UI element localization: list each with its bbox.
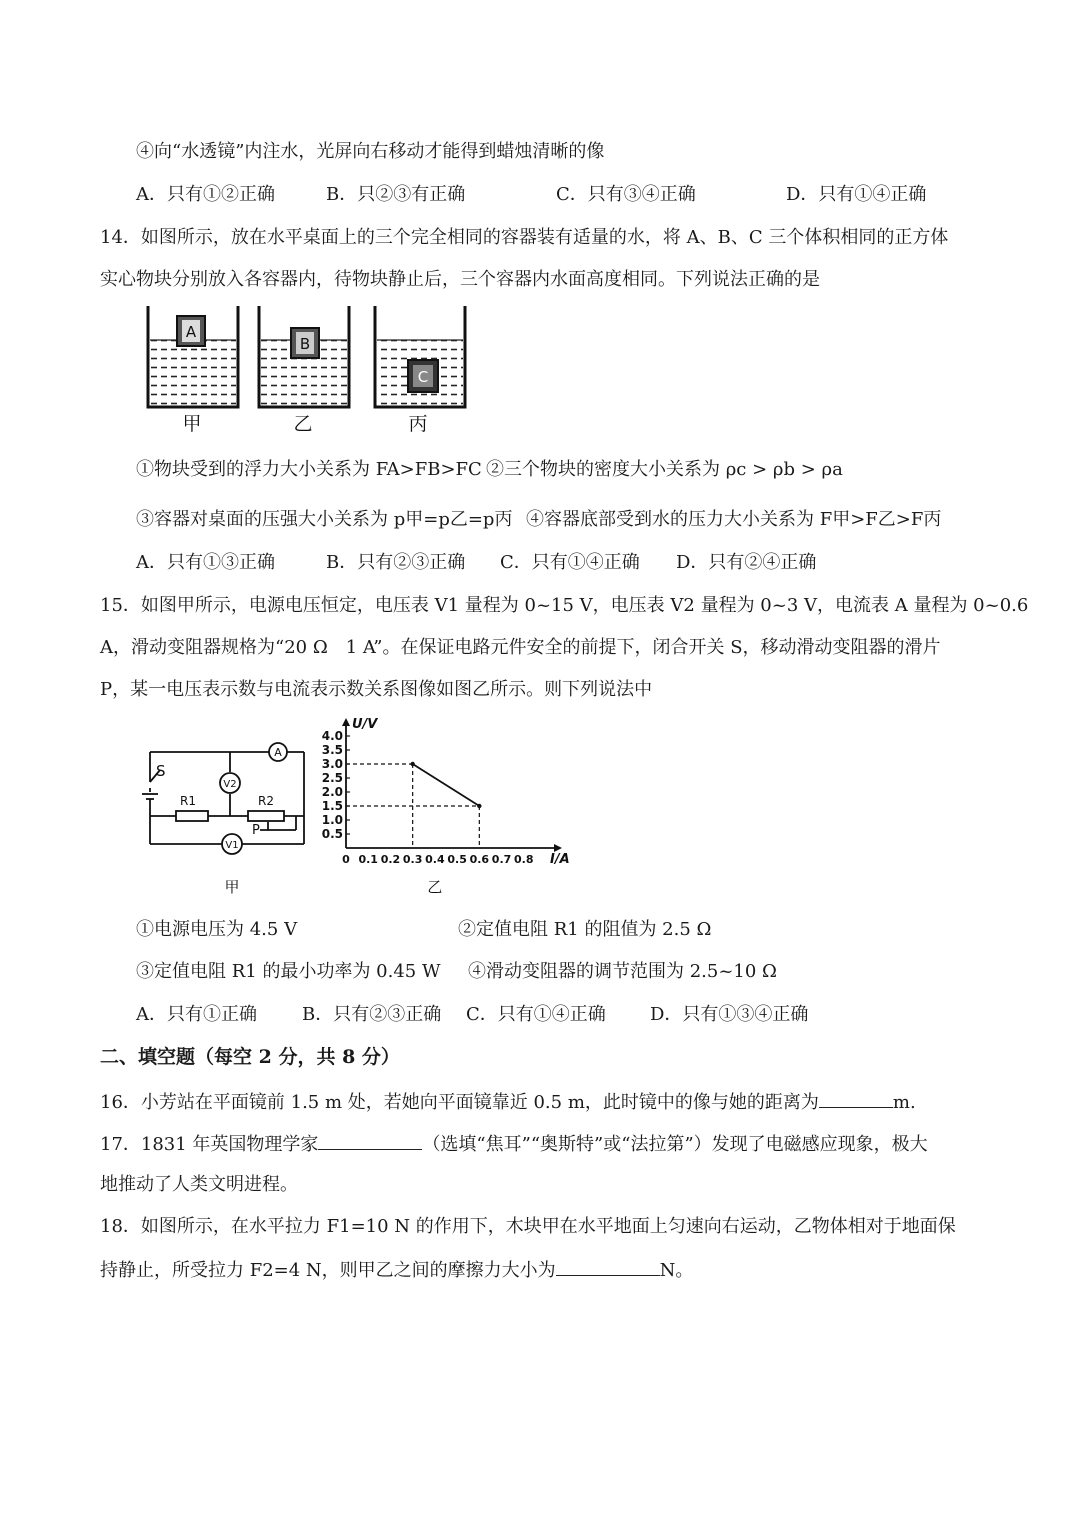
- q15-statement-2: ②定值电阻 R1 的阻值为 2.5 Ω: [458, 919, 712, 940]
- r2-label: R2: [258, 794, 274, 808]
- q14-option-d[interactable]: D．只有②④正确: [676, 552, 817, 573]
- x-tick-label: 0.3: [402, 853, 423, 866]
- block-b-label: B: [299, 335, 311, 353]
- y-tick-label: 3.5: [321, 743, 343, 757]
- q14-statement-4: ④容器底部受到水的压力大小关系为 F甲>F乙>F丙: [526, 509, 942, 530]
- q13-item4: ④向“水透镜”内注水，光屏向右移动才能得到蜡烛清晰的像: [136, 141, 605, 162]
- r1-label: R1: [180, 794, 196, 808]
- q15-option-a[interactable]: A．只有①正确: [136, 1004, 257, 1025]
- q14-statement-3: ③容器对桌面的压强大小关系为 p甲=p乙=p丙: [136, 509, 513, 530]
- q13-option-a[interactable]: A．只有①②正确: [136, 184, 275, 205]
- q18-unit: N。: [659, 1260, 694, 1281]
- chart-caption: 乙: [427, 878, 443, 896]
- voltmeter-v1-label: V1: [225, 840, 239, 851]
- container-yi-label: 乙: [293, 413, 313, 435]
- circuit-diagram: [136, 732, 316, 900]
- slider-label: P: [252, 823, 260, 838]
- q14-option-c[interactable]: C．只有①④正确: [500, 552, 640, 573]
- x-tick-label: 0.8: [514, 853, 534, 866]
- x-tick-label: 0: [342, 853, 350, 866]
- q18-line2: [100, 1257, 693, 1283]
- q16-text: [100, 1089, 916, 1115]
- container-bing-label: 丙: [408, 413, 428, 435]
- q17-question-b: （选填“焦耳”“奥斯特”或“法拉第”）发现了电磁感应现象，极大: [422, 1134, 928, 1155]
- q15-stem-line3: P，某一电压表示数与电流表示数关系图像如图乙所示。则下列说法中: [100, 679, 653, 700]
- q15-stem-line1: 15．如图甲所示，电源电压恒定，电压表 V1 量程为 0~15 V，电压表 V2 量程为 0~3 V，电流表 A 量程为 0~0.6: [100, 595, 1029, 616]
- q16-question: 16．小芳站在平面镜前 1.5 m 处，若她向平面镜靠近 0.5 m，此时镜中的像与她的距离为: [100, 1092, 819, 1113]
- q17-answer-blank[interactable]: [318, 1131, 422, 1150]
- x-axis-label: I/A: [550, 852, 570, 867]
- container-jia-label: 甲: [182, 413, 202, 435]
- y-tick-label: 3.0: [321, 757, 343, 771]
- container-bing: [375, 306, 465, 435]
- q16-unit: m.: [892, 1092, 916, 1113]
- x-axis-arrow: [554, 844, 562, 852]
- y-axis-arrow: [342, 718, 350, 726]
- x-tick-label: 0.7: [491, 853, 512, 866]
- y-tick-label: 1.5: [321, 799, 343, 813]
- y-tick-label: 2.0: [321, 785, 343, 799]
- y-tick-label: 0.5: [321, 827, 343, 841]
- container-yi: [259, 306, 349, 435]
- block-c-label: C: [417, 368, 429, 386]
- container-jia: [148, 306, 238, 435]
- q16-answer-blank[interactable]: [819, 1089, 893, 1108]
- q15-statement-4: ④滑动变阻器的调节范围为 2.5~10 Ω: [468, 961, 777, 982]
- q14-stem-line1: 14．如图所示，放在水平桌面上的三个完全相同的容器装有适量的水，将 A、B、C 三个体积相同的正方体: [100, 227, 949, 248]
- x-tick-label: 0.4: [425, 853, 445, 866]
- q14-statement-2: ②三个物块的密度大小关系为 ρc > ρb > ρa: [486, 459, 843, 480]
- circuit-caption: 甲: [224, 878, 240, 896]
- q13-option-c[interactable]: C．只有③④正确: [556, 184, 696, 205]
- q15-option-d[interactable]: D．只有①③④正确: [650, 1004, 809, 1025]
- block-a-label: A: [185, 323, 197, 341]
- data-point: [477, 804, 481, 808]
- y-tick-label: 4.0: [321, 729, 343, 743]
- x-tick-label: 0.5: [447, 853, 467, 866]
- q18-answer-blank[interactable]: [556, 1257, 660, 1276]
- q17-question-a: 17．1831 年英国物理学家: [100, 1134, 319, 1155]
- q15-statement-1: ①电源电压为 4.5 V: [136, 919, 298, 940]
- y-axis-label: U/V: [352, 717, 378, 732]
- q14-statement-1: ①物块受到的浮力大小关系为 FA>FB>FC: [136, 459, 482, 480]
- y-tick-label: 2.5: [321, 771, 343, 785]
- q14-option-a[interactable]: A．只有①③正确: [136, 552, 275, 573]
- q14-option-b[interactable]: B．只有②③正确: [326, 552, 466, 573]
- q15-option-b[interactable]: B．只有②③正确: [302, 1004, 442, 1025]
- y-tick-label: 1.0: [321, 813, 343, 827]
- x-tick-label: 0.1: [358, 853, 378, 866]
- q15-statement-3: ③定值电阻 R1 的最小功率为 0.45 W: [136, 961, 441, 982]
- x-tick-label: 0.6: [469, 853, 490, 866]
- q13-option-d[interactable]: D．只有①④正确: [786, 184, 927, 205]
- switch-label: S: [156, 762, 166, 780]
- q17-text: [100, 1131, 928, 1157]
- series-line: [413, 764, 480, 806]
- data-point: [410, 762, 414, 766]
- q18-question: 持静止，所受拉力 F2=4 N，则甲乙之间的摩擦力大小为: [100, 1260, 556, 1281]
- section-title: 二、填空题（每空 2 分，共 8 分）: [100, 1046, 400, 1068]
- q18-line1: 18．如图所示，在水平拉力 F1=10 N 的作用下，木块甲在水平地面上匀速向右运动，乙物体相对于地面保: [100, 1216, 956, 1237]
- q13-option-b[interactable]: B．只②③有正确: [326, 184, 466, 205]
- voltmeter-v2-label: V2: [223, 779, 237, 790]
- q15-stem-line2: A，滑动变阻器规格为“20 Ω 1 A”。在保证电路元件安全的前提下，闭合开关 S，移动滑动变阻器的滑片: [100, 637, 941, 658]
- ui-chart: [310, 716, 570, 896]
- q14-stem-line2: 实心物块分别放入各容器内，待物块静止后，三个容器内水面高度相同。下列说法正确的是: [100, 269, 820, 290]
- ammeter-label: A: [274, 746, 282, 759]
- q15-option-c[interactable]: C．只有①④正确: [466, 1004, 606, 1025]
- containers-figure: [140, 300, 480, 435]
- x-tick-label: 0.2: [380, 853, 401, 866]
- q17-line2: 地推动了人类文明进程。: [100, 1174, 298, 1195]
